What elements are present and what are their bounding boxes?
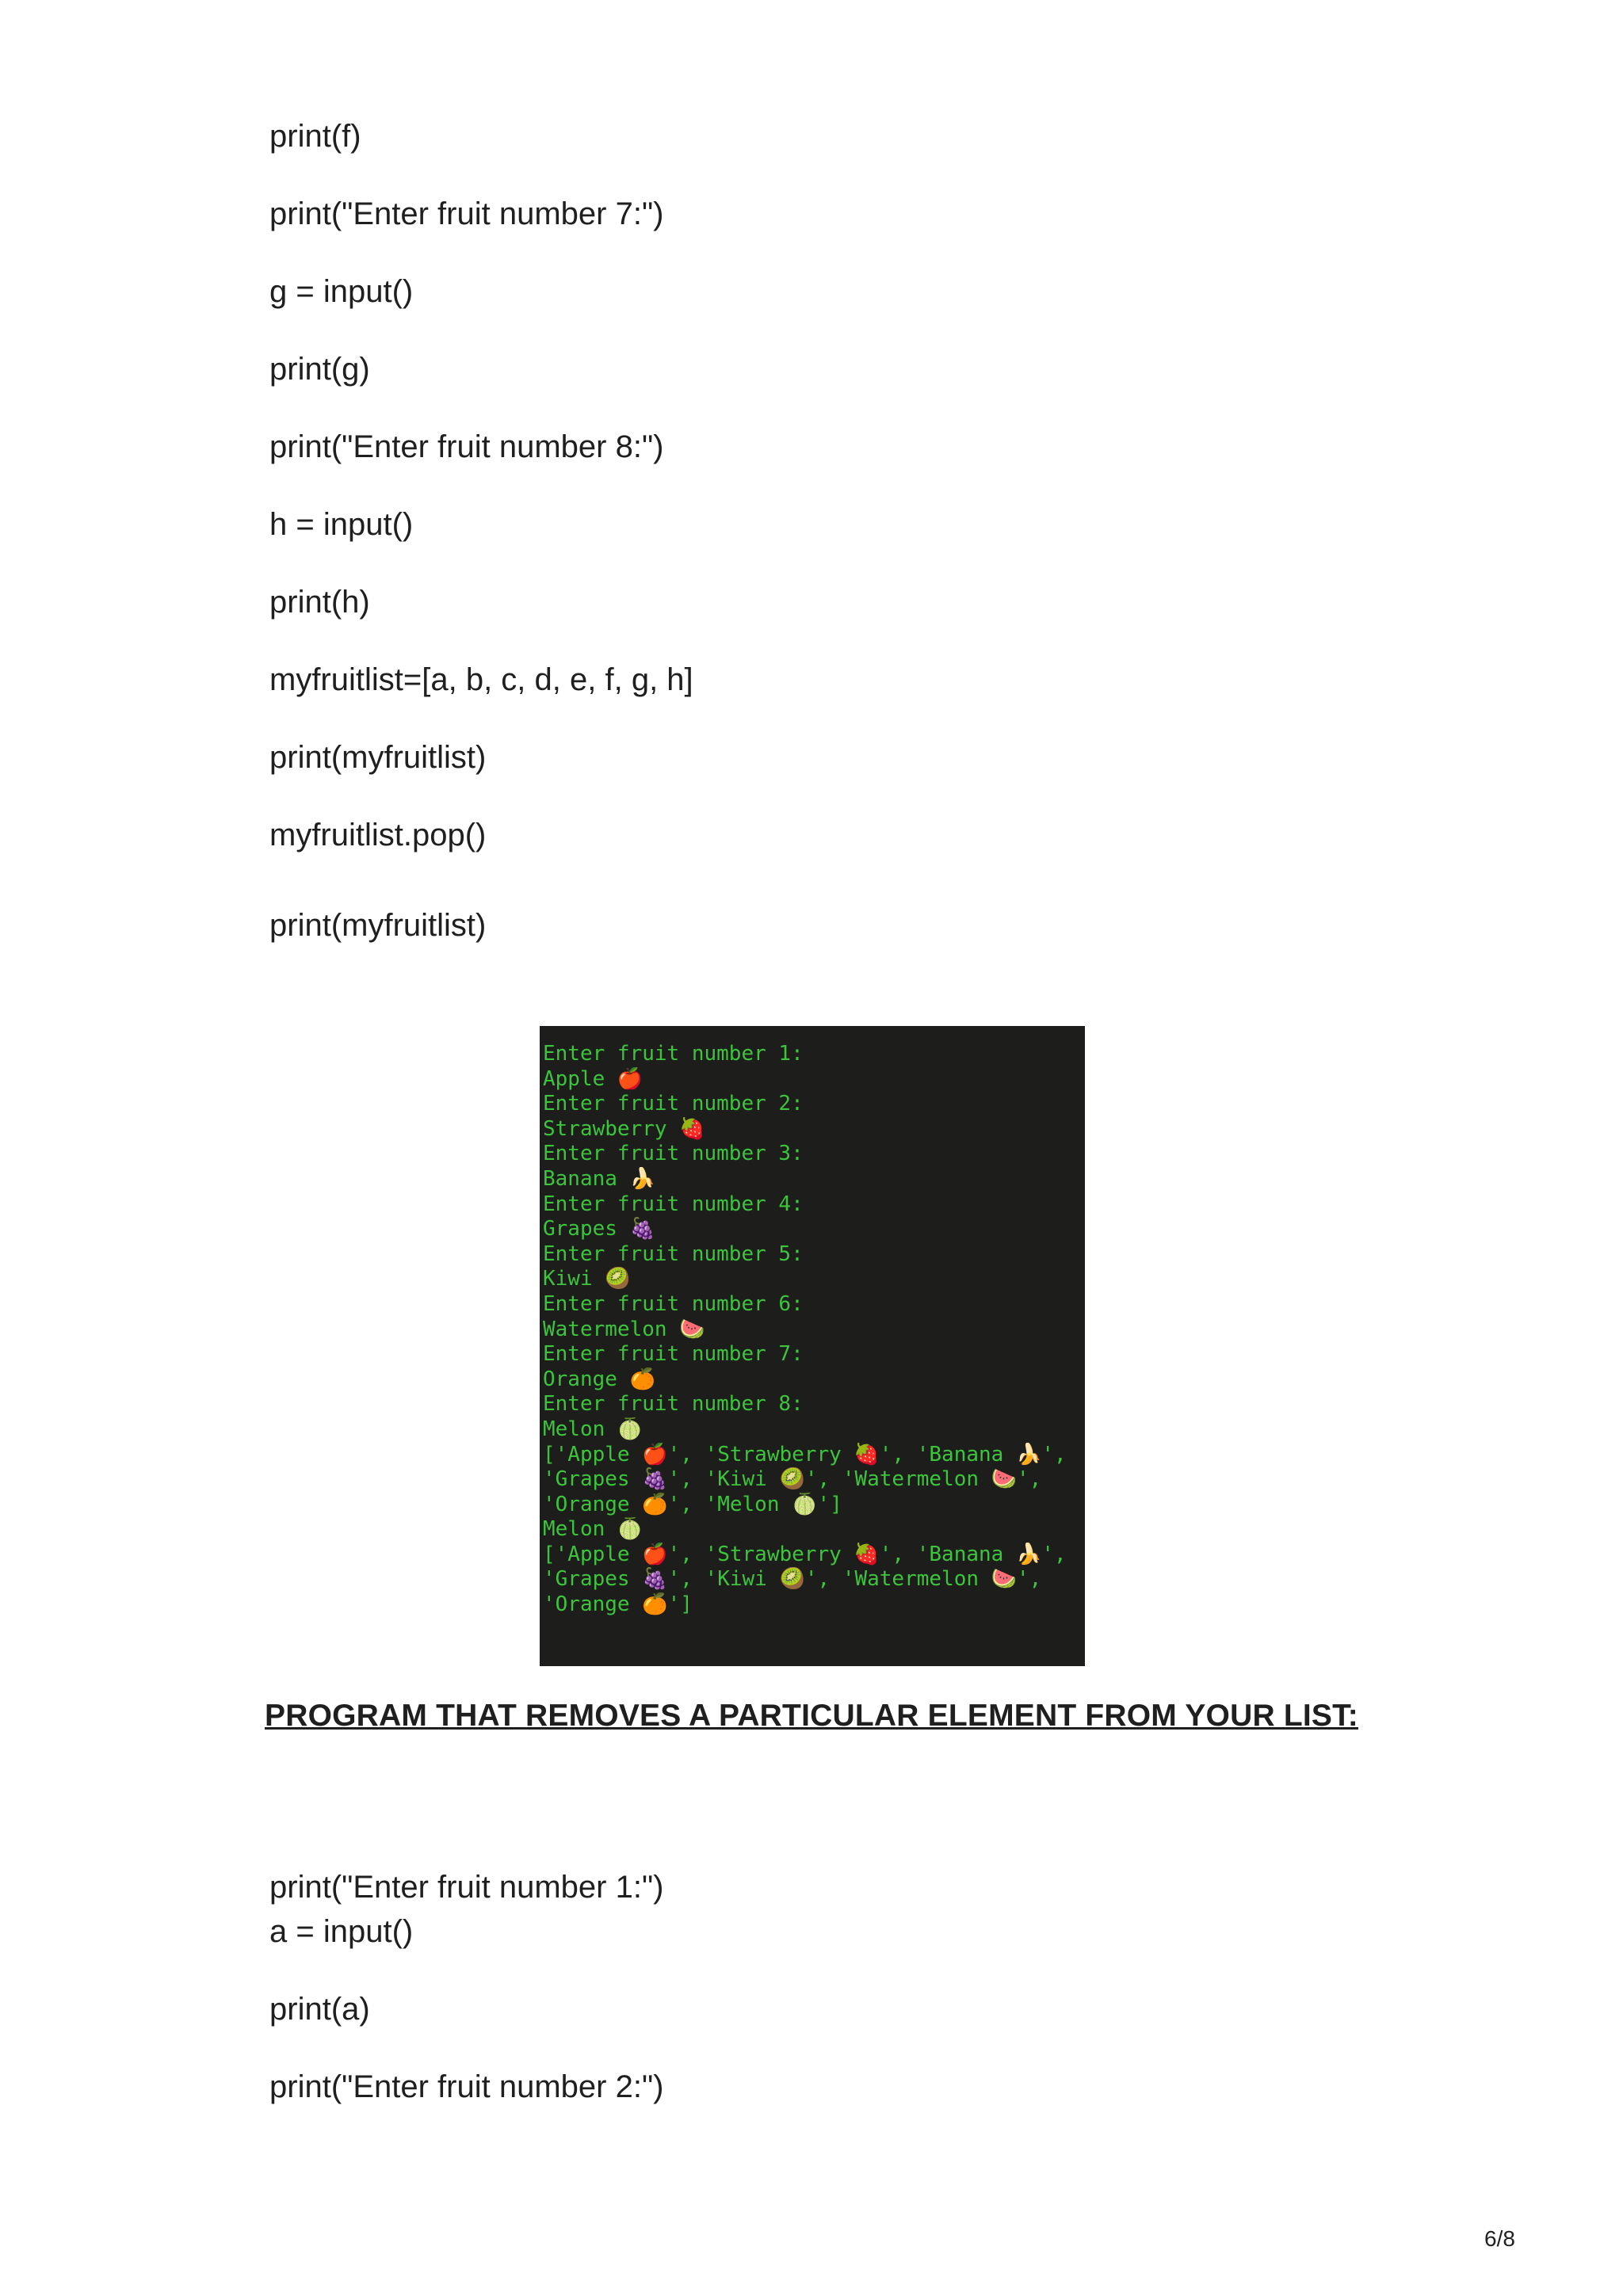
terminal-line: Enter fruit number 1: <box>543 1042 804 1066</box>
code-line: print("Enter fruit number 1:") <box>269 1870 664 1905</box>
terminal-line: Enter fruit number 6: <box>543 1291 804 1316</box>
code-line: print(myfruitlist) <box>269 740 487 775</box>
section-heading: PROGRAM THAT REMOVES A PARTICULAR ELEMENT FROM YOUR LIST: <box>265 1699 1358 1733</box>
code-line: g = input() <box>269 274 414 309</box>
code-line: print(g) <box>269 352 370 387</box>
code-line: myfruitlist.pop() <box>269 818 487 852</box>
code-line: print(myfruitlist) <box>269 908 487 943</box>
terminal-line: Enter fruit number 3: <box>543 1142 804 1166</box>
terminal-line: Watermelon 🍉 <box>543 1317 705 1341</box>
terminal-line: Melon 🍈 <box>543 1517 643 1542</box>
code-line: print(h) <box>269 585 370 620</box>
code-line: print("Enter fruit number 2:") <box>269 2069 664 2104</box>
terminal-line: 'Orange 🍊'] <box>543 1592 693 1617</box>
terminal-line: ['Apple 🍎', 'Strawberry 🍓', 'Banana 🍌', <box>543 1542 1067 1566</box>
terminal-line: Enter fruit number 8: <box>543 1392 804 1417</box>
page-number: 6/8 <box>1484 2226 1515 2251</box>
terminal-line: Enter fruit number 5: <box>543 1241 804 1266</box>
terminal-line: ['Apple 🍎', 'Strawberry 🍓', 'Banana 🍌', <box>543 1442 1067 1466</box>
terminal-line: 'Grapes 🍇', 'Kiwi 🥝', 'Watermelon 🍉', <box>543 1467 1042 1492</box>
terminal-line: Melon 🍈 <box>543 1417 643 1441</box>
terminal-output <box>540 1026 1085 1666</box>
code-line: print("Enter fruit number 8:") <box>269 429 664 464</box>
terminal-line: Grapes 🍇 <box>543 1217 655 1241</box>
terminal-line: 'Grapes 🍇', 'Kiwi 🥝', 'Watermelon 🍉', <box>543 1567 1042 1592</box>
terminal-line: Orange 🍊 <box>543 1367 655 1391</box>
terminal-line: Apple 🍎 <box>543 1066 643 1091</box>
terminal-line: Kiwi 🥝 <box>543 1267 631 1291</box>
code-line: h = input() <box>269 507 414 542</box>
terminal-line: Enter fruit number 2: <box>543 1092 804 1116</box>
code-line: print("Enter fruit number 7:") <box>269 196 664 231</box>
code-line: print(f) <box>269 119 361 154</box>
code-line: print(a) <box>269 1992 370 2027</box>
terminal-line: Strawberry 🍓 <box>543 1116 705 1141</box>
terminal-line: 'Orange 🍊', 'Melon 🍈'] <box>543 1492 842 1516</box>
terminal-line: Banana 🍌 <box>543 1166 655 1191</box>
terminal-line: Enter fruit number 4: <box>543 1192 804 1216</box>
code-line: a = input() <box>269 1914 414 1949</box>
terminal-line: Enter fruit number 7: <box>543 1342 804 1367</box>
code-line: myfruitlist=[a, b, c, d, e, f, g, h] <box>269 662 693 697</box>
